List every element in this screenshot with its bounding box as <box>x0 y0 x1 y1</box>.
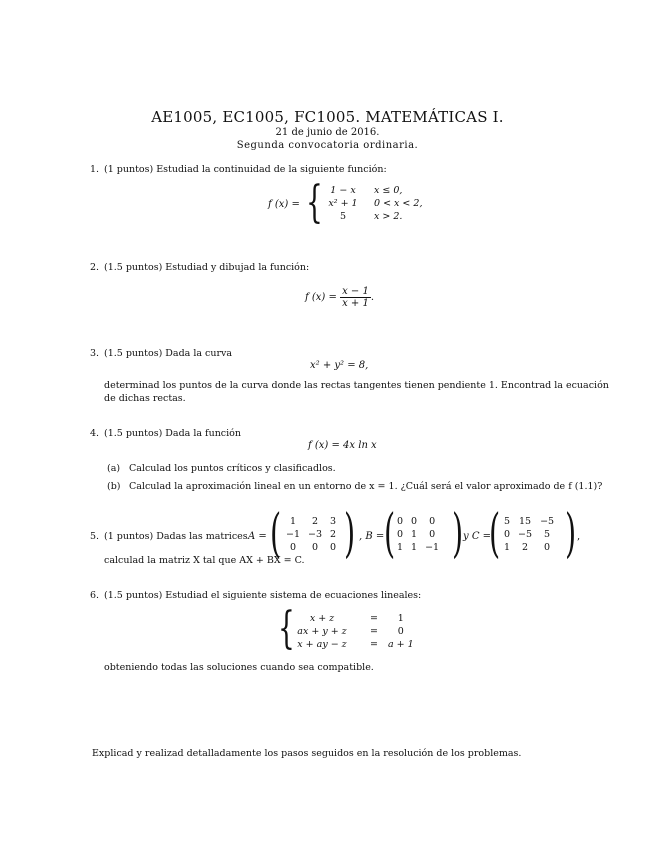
problem-1-statement: (1 puntos) Estudiad la continuidad de la siguiente función: <box>104 164 387 175</box>
problem-1-lhs: f (x) = <box>268 199 300 210</box>
problem-5-tail: , <box>577 531 581 542</box>
matrix-a-right-paren: ) <box>344 504 356 564</box>
exam-title: AE1005, EC1005, FC1005. MATEMÁTICAS I. <box>151 108 504 126</box>
problem-1-number: 1. <box>90 164 100 175</box>
exam-session: Segunda convocatoria ordinaria. <box>236 140 419 151</box>
problem-3-body-line2: de dichas rectas. <box>104 393 186 404</box>
matrix-b-left-paren: ( <box>384 504 396 564</box>
case-row: x² + 1 0 < x < 2, <box>328 198 423 209</box>
matrix-b-label: , B = <box>359 531 385 542</box>
problem-2-number: 2. <box>90 262 100 273</box>
problem-2-formula: f (x) = $\frac{x - 1}{x + 1}$ . <box>305 286 375 309</box>
piecewise-cases <box>318 184 428 223</box>
linear-system <box>292 612 422 651</box>
matrix-c-right-paren: ) <box>565 504 577 564</box>
problem-2-statement: (1.5 puntos) Estudiad y dibujad la función: <box>104 262 310 273</box>
matrix-c-label: y C = <box>463 531 492 542</box>
problem-3-statement: (1.5 puntos) Dada la curva <box>104 348 233 359</box>
problem-5-body: calculad la matriz X tal que AX + BX = C. <box>104 555 305 566</box>
problem-5-number: 5. <box>90 531 100 542</box>
problem-3-body-line1: determinad los puntos de la curva donde las rectas tangentes tienen pendiente 1. Encontrad la ecuación <box>104 380 609 391</box>
problem-4-item-b: Calculad la aproximación lineal en un entorno de x = 1. ¿Cuál será el valor aproximado de f (1.1)? <box>129 481 603 492</box>
system-row: ax + y + z = 0 <box>297 626 404 637</box>
problem-6-body: obteniendo todas las soluciones cuando sea compatible. <box>104 662 374 673</box>
system-row: x + z = 1 <box>309 613 404 624</box>
left-brace: { <box>306 177 323 228</box>
case-row: 5 x > 2. <box>339 211 403 222</box>
matrix-c: 5 15 −5 0 −5 5 1 2 0 <box>504 516 555 553</box>
matrix-c-left-paren: ( <box>489 504 501 564</box>
problem-4-item-b-label: (b) <box>107 481 121 492</box>
problem-5-statement: (1 puntos) Dadas las matrices <box>104 531 248 542</box>
problem-4-statement: (1.5 puntos) Dada la función <box>104 428 242 439</box>
matrix-a-left-paren: ( <box>270 504 282 564</box>
matrix-a-label: A = <box>248 531 267 542</box>
problem-4-item-a-label: (a) <box>107 463 121 474</box>
problem-4-item-a: Calculad los puntos críticos y clasificadlos. <box>129 463 336 474</box>
problem-6-number: 6. <box>90 590 100 601</box>
system-row: x + ay − z = a + 1 <box>297 639 414 650</box>
system-left-brace: { <box>278 603 295 654</box>
problem-6-statement: (1.5 puntos) Estudiad el siguiente sistema de ecuaciones lineales: <box>104 590 422 601</box>
footer-note: Explicad y realizad detalladamente los pasos seguidos en la resolución de los problemas. <box>92 748 522 759</box>
matrix-b-right-paren: ) <box>452 504 464 564</box>
exam-date: 21 de junio de 2016. <box>275 127 380 138</box>
matrix-b: 0 0 0 0 1 0 1 1 −1 <box>397 516 440 553</box>
problem-4-equation: f (x) = 4x ln x <box>308 440 377 451</box>
problem-4-number: 4. <box>90 428 100 439</box>
matrix-a: 1 2 3 −1 −3 2 0 0 0 <box>286 516 337 553</box>
problem-3-number: 3. <box>90 348 100 359</box>
case-row: 1 − x x ≤ 0, <box>330 185 403 196</box>
problem-3-equation: x² + y² = 8, <box>310 360 369 371</box>
